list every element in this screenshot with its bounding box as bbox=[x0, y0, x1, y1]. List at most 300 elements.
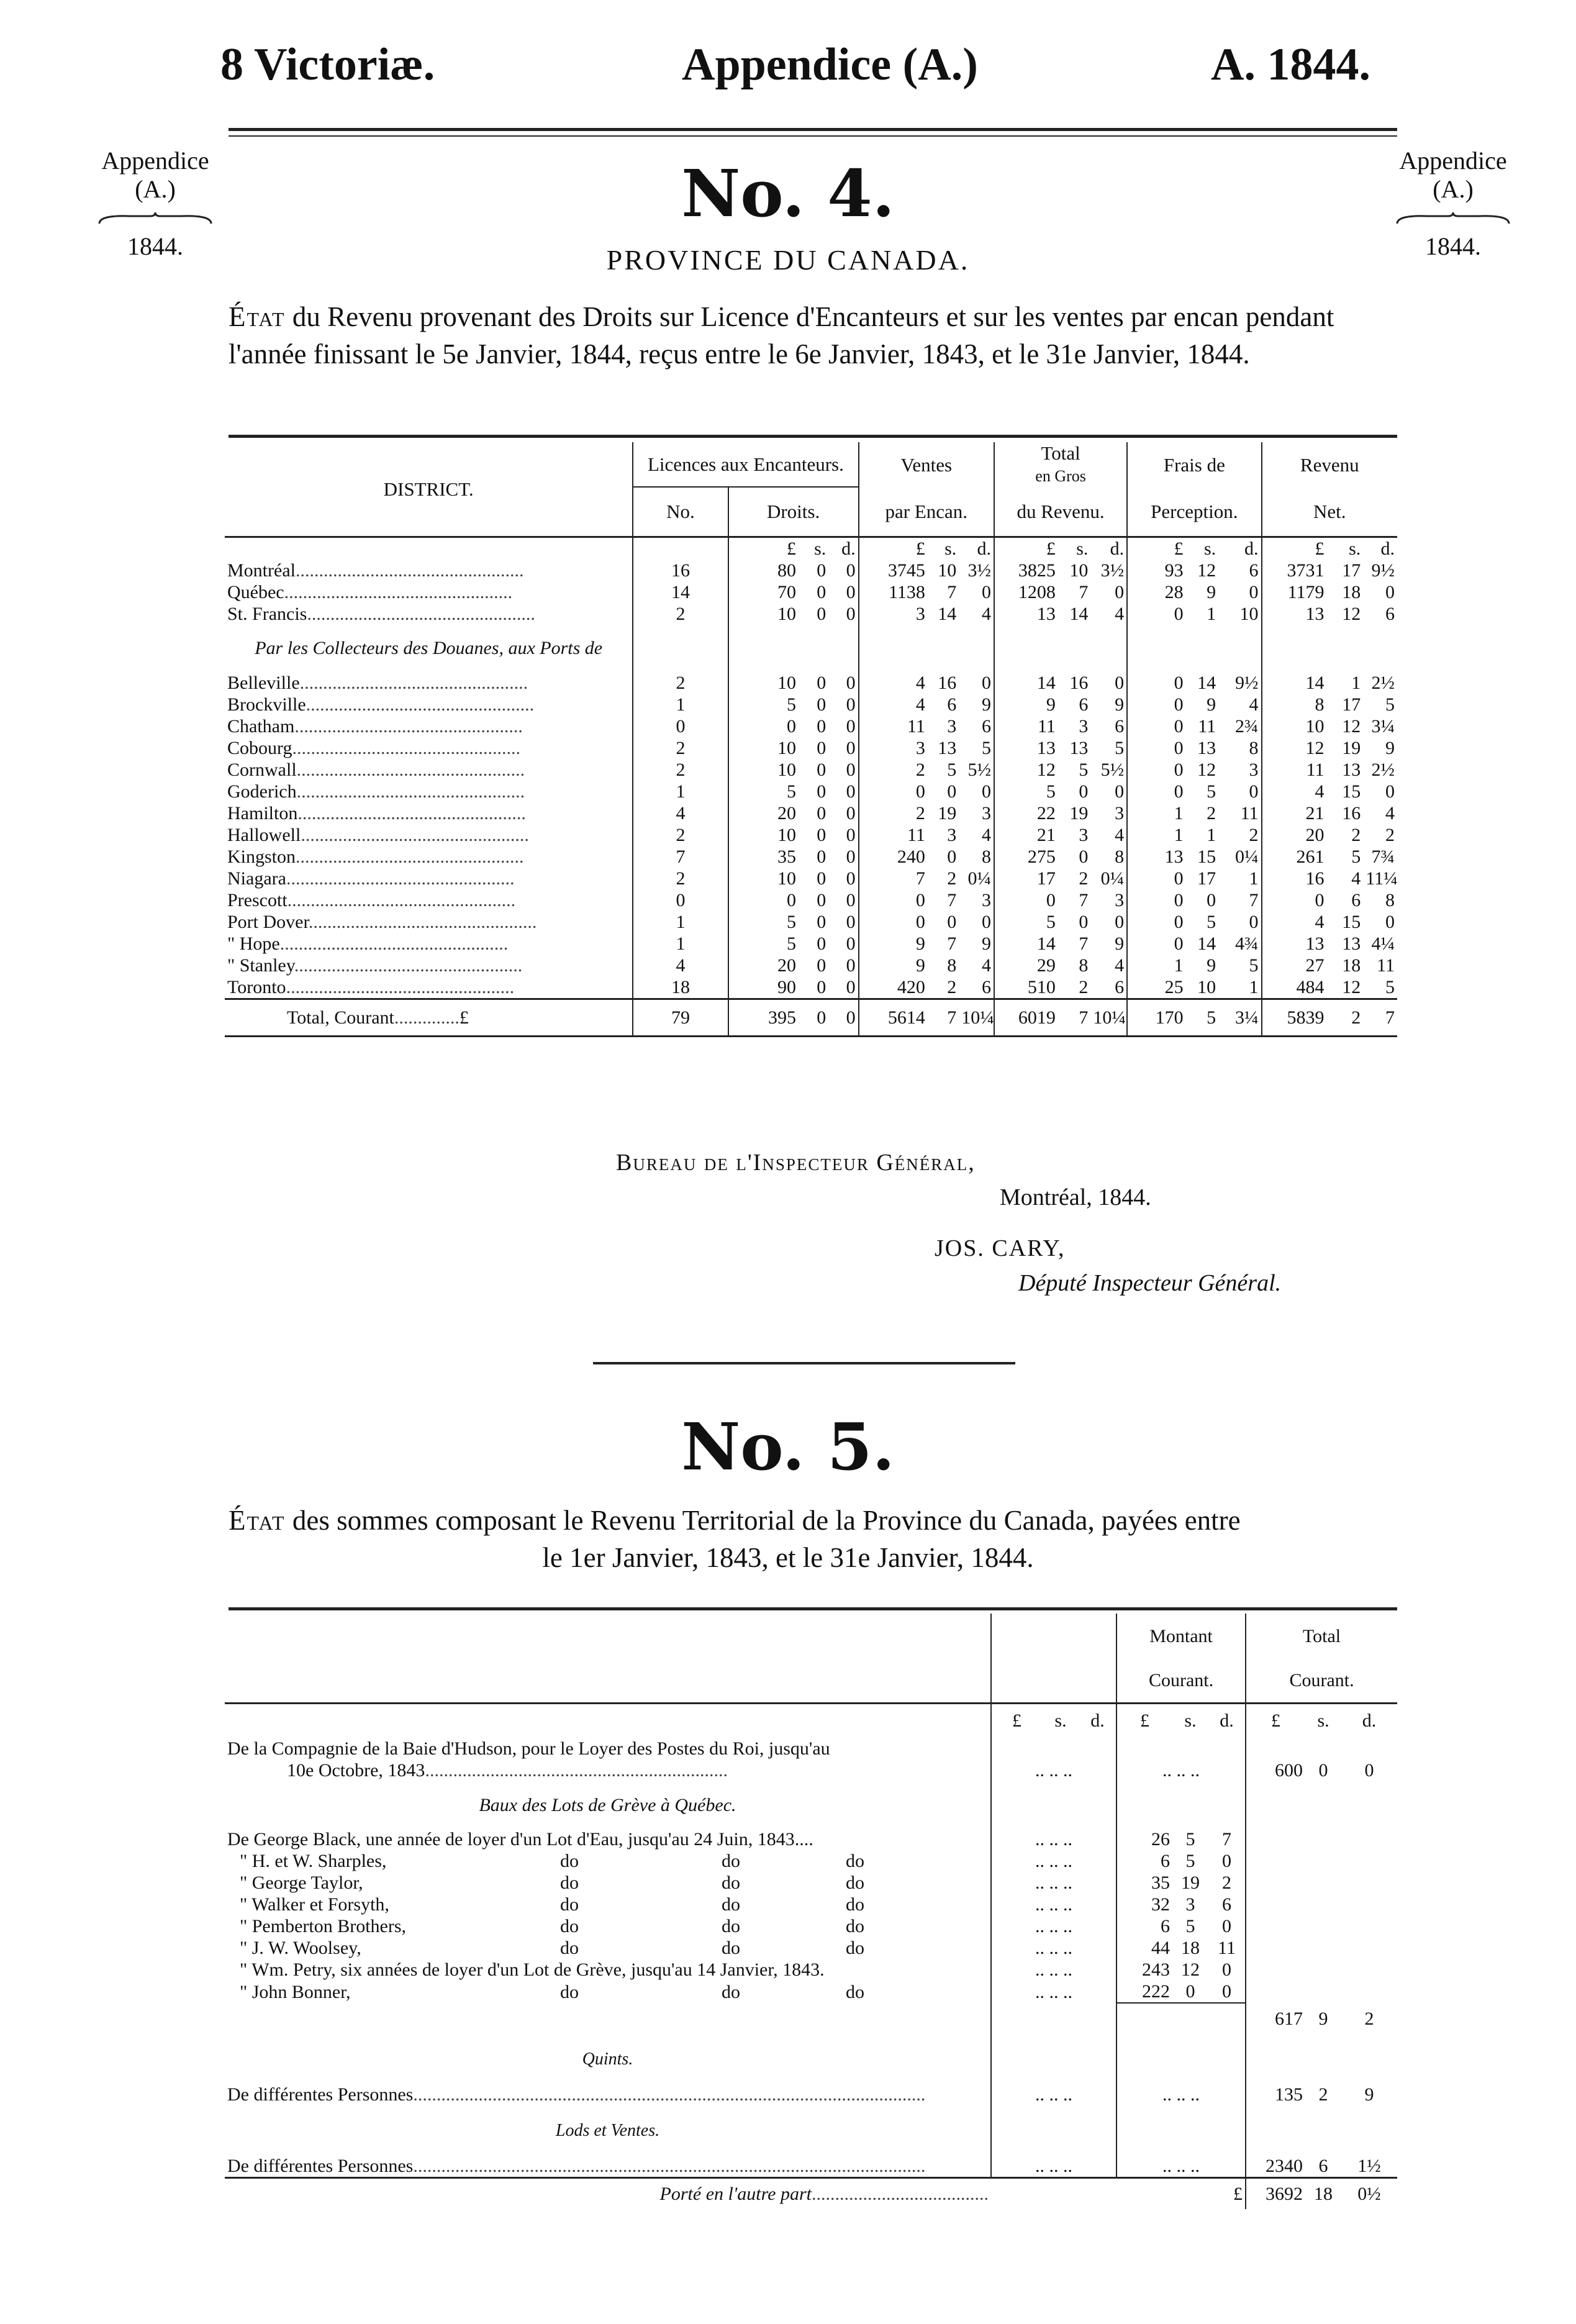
hudson-line-2-cell: 10e Octobre, 1843................................................................. bbox=[287, 1760, 728, 1781]
frais-d: 5 bbox=[1249, 955, 1259, 976]
blank-marks: .. .. .. bbox=[991, 1937, 1116, 1959]
droits-pound: 5 bbox=[728, 781, 799, 802]
frais-d: 0 bbox=[1249, 581, 1259, 602]
frais-pound: 0 bbox=[1127, 603, 1186, 625]
total-label-cell: Total, Courant..............£ bbox=[225, 999, 633, 1036]
ventes-pound: 4 bbox=[859, 694, 928, 715]
col-frais-2: Perception. bbox=[1127, 487, 1261, 537]
total-s: 5 bbox=[1079, 759, 1089, 780]
total-net-d: 7 bbox=[1363, 999, 1397, 1036]
montant-pound: 32 bbox=[1116, 1894, 1172, 1915]
droits-d: 0 bbox=[846, 715, 856, 737]
ditto-mark: do bbox=[846, 1938, 864, 1958]
licence-count: 16 bbox=[633, 560, 728, 581]
licence-count: 14 bbox=[633, 581, 728, 603]
frais-s: 12 bbox=[1197, 759, 1216, 780]
ventes-d: 5½ bbox=[967, 759, 991, 780]
col-droits: Droits. bbox=[728, 487, 859, 537]
total-total-d: 10¼ bbox=[1090, 999, 1127, 1036]
ventes-d: 3½ bbox=[967, 560, 991, 581]
ditto-mark: do bbox=[846, 1851, 864, 1871]
licence-count: 2 bbox=[633, 824, 728, 846]
total-pound: 11 bbox=[994, 715, 1058, 737]
table-row bbox=[225, 955, 1397, 976]
district-cell: Belleville................................................. bbox=[227, 672, 528, 693]
d-label: d. bbox=[959, 537, 994, 560]
droits-s: 0 bbox=[817, 802, 826, 824]
droits-pound: 10 bbox=[728, 603, 799, 625]
frais-d: 3 bbox=[1249, 759, 1259, 780]
net-s: 17 bbox=[1342, 694, 1361, 715]
net-pound: 4 bbox=[1262, 911, 1327, 933]
net-pound: 20 bbox=[1262, 824, 1327, 846]
ventes-s: 6 bbox=[947, 694, 957, 715]
pound-label: £ bbox=[728, 537, 799, 560]
droits-s: 0 bbox=[817, 846, 826, 867]
district-name: Chatham bbox=[227, 715, 295, 737]
total-d: 3 bbox=[1115, 802, 1125, 824]
droits-d: 0 bbox=[846, 889, 856, 910]
ditto-mark: do bbox=[560, 1894, 579, 1915]
licence-count: 4 bbox=[633, 802, 728, 824]
section-collecteurs: Par les Collecteurs des Douanes, aux Ports de bbox=[255, 637, 603, 658]
ventes-pound: 3745 bbox=[859, 560, 928, 581]
ditto-mark: do bbox=[722, 1981, 740, 2002]
frais-d: 4¾ bbox=[1235, 933, 1259, 954]
net-s: 18 bbox=[1342, 581, 1361, 602]
ventes-pound: 1138 bbox=[859, 581, 928, 603]
frais-pound: 1 bbox=[1127, 824, 1186, 846]
revenue-table-no4 bbox=[225, 442, 1397, 1037]
district-name: Belleville bbox=[227, 672, 300, 693]
total-d: 4 bbox=[1115, 824, 1125, 845]
frais-s: 12 bbox=[1197, 560, 1216, 581]
ventes-d: 4 bbox=[981, 824, 991, 845]
montant-s: 12 bbox=[1181, 1959, 1200, 1980]
table-row bbox=[225, 933, 1397, 955]
total-s: 3 bbox=[1079, 824, 1089, 845]
lods-label-cell: De différentes Personnes.............................................................................................................. bbox=[227, 2156, 926, 2176]
col-ventes-2: par Encan. bbox=[859, 487, 994, 537]
licence-count: 2 bbox=[633, 672, 728, 694]
porte-d: 0½ bbox=[1341, 2178, 1397, 2209]
header-rule bbox=[229, 128, 1397, 131]
frais-d: 11 bbox=[1240, 802, 1259, 824]
table-row bbox=[225, 911, 1397, 933]
revenue-table-no5 bbox=[225, 1614, 1397, 2209]
net-d: 0 bbox=[1385, 581, 1395, 602]
ventes-pound: 4 bbox=[859, 672, 928, 694]
total-pound: 21 bbox=[994, 824, 1058, 846]
margin-right-title: Appendice bbox=[1399, 147, 1507, 175]
ventes-d: 3 bbox=[981, 889, 991, 910]
district-name: Niagara bbox=[227, 868, 286, 889]
col-ventes-1: Ventes bbox=[859, 442, 994, 487]
district-cell: Québec................................................. bbox=[227, 581, 513, 602]
montant-d: 2 bbox=[1222, 1872, 1232, 1893]
table-row bbox=[225, 603, 1397, 625]
ventes-d: 5 bbox=[981, 737, 991, 758]
licence-count: 2 bbox=[633, 868, 728, 889]
col-licences: Licences aux Encanteurs. bbox=[633, 442, 858, 487]
frais-s: 9 bbox=[1207, 581, 1216, 602]
total-s: 10 bbox=[1069, 560, 1089, 581]
district-name: Québec bbox=[227, 581, 284, 602]
total-d: 3 bbox=[1115, 889, 1125, 910]
ventes-d: 0 bbox=[981, 781, 991, 802]
margin-right-year: 1844. bbox=[1425, 232, 1481, 260]
montant-d: 0 bbox=[1222, 1916, 1232, 1936]
etat-word: État bbox=[229, 1505, 286, 1536]
net-d: 8 bbox=[1385, 889, 1395, 910]
ventes-s: 19 bbox=[938, 802, 957, 824]
net-pound: 4 bbox=[1262, 781, 1327, 802]
droits-s: 0 bbox=[817, 976, 826, 997]
district-cell: Prescott................................................. bbox=[227, 889, 516, 910]
droits-s: 0 bbox=[817, 889, 826, 910]
ventes-s: 14 bbox=[938, 603, 957, 624]
ventes-pound: 0 bbox=[859, 781, 928, 802]
montant-s: 3 bbox=[1185, 1894, 1195, 1915]
droits-pound: 80 bbox=[728, 560, 799, 581]
frais-pound: 0 bbox=[1127, 781, 1186, 802]
ditto-mark: do bbox=[560, 1851, 579, 1871]
baux-total-row bbox=[225, 2003, 1397, 2034]
ditto-mark: do bbox=[846, 1872, 864, 1893]
baux-total-d: 2 bbox=[1364, 2008, 1374, 2029]
licence-count: 18 bbox=[633, 976, 728, 999]
montant-s: 0 bbox=[1172, 1981, 1208, 2003]
total-pound: 5 bbox=[994, 781, 1058, 802]
district-cell: St. Francis................................................. bbox=[227, 603, 535, 624]
total-pound: 12 bbox=[994, 759, 1058, 781]
d-label: d. bbox=[828, 537, 858, 560]
total-ventes-d: 10¼ bbox=[959, 999, 994, 1036]
section-number-4: No. 4. bbox=[681, 155, 895, 232]
total-pound: 29 bbox=[994, 955, 1058, 976]
blank-marks: .. .. .. bbox=[991, 1959, 1116, 1981]
col-district: DISTRICT. bbox=[383, 478, 474, 500]
total-frais-d: 3¼ bbox=[1218, 999, 1261, 1036]
droits-d: 0 bbox=[846, 581, 856, 602]
quints-s: 2 bbox=[1318, 2084, 1328, 2105]
net-pound: 10 bbox=[1262, 715, 1327, 737]
pound-label: £ bbox=[1127, 537, 1186, 560]
s-label: s. bbox=[1058, 537, 1091, 560]
ventes-s: 5 bbox=[947, 759, 957, 780]
ventes-pound: 0 bbox=[859, 889, 928, 911]
total-s: 2 bbox=[1079, 976, 1089, 997]
net-s: 12 bbox=[1342, 976, 1361, 997]
montant-pound: 6 bbox=[1116, 1915, 1172, 1937]
d-label: d. bbox=[1208, 1703, 1246, 1738]
table-row bbox=[225, 868, 1397, 889]
frais-d: 1 bbox=[1249, 976, 1259, 997]
net-pound: 14 bbox=[1262, 672, 1327, 694]
net-d: 4¼ bbox=[1371, 933, 1395, 954]
frais-d: 2 bbox=[1249, 824, 1259, 845]
blank-marks: .. .. .. bbox=[991, 2084, 1116, 2105]
table-row bbox=[225, 846, 1397, 868]
baux-row bbox=[225, 1981, 1397, 2003]
total-s: 7 bbox=[1079, 933, 1089, 954]
table-row bbox=[225, 672, 1397, 694]
ventes-s: 8 bbox=[947, 955, 957, 976]
ventes-pound: 2 bbox=[859, 802, 928, 824]
frais-pound: 0 bbox=[1127, 694, 1186, 715]
droits-s: 0 bbox=[817, 759, 826, 780]
pound-label: £ bbox=[994, 537, 1058, 560]
district-name: Hamilton bbox=[227, 802, 298, 824]
net-pound: 1179 bbox=[1262, 581, 1327, 603]
baux-total-pound: 617 bbox=[1246, 2003, 1305, 2034]
frais-s: 0 bbox=[1207, 889, 1216, 910]
frais-s: 9 bbox=[1207, 694, 1216, 715]
net-s: 19 bbox=[1342, 737, 1361, 758]
total-d: 5½ bbox=[1100, 759, 1125, 780]
ditto-mark: do bbox=[722, 1851, 740, 1871]
total-s: 0 bbox=[1079, 911, 1089, 932]
ventes-pound: 2 bbox=[859, 759, 928, 781]
licence-count: 7 bbox=[633, 846, 728, 868]
porte-label: Porté en l'autre part bbox=[659, 2183, 812, 2204]
district-name: " Hope bbox=[227, 933, 280, 954]
baux-label: " H. et W. Sharples, bbox=[240, 1851, 387, 1871]
total-pound: 0 bbox=[994, 889, 1058, 911]
baux-label: " John Bonner, bbox=[240, 1981, 351, 2002]
frais-pound: 0 bbox=[1127, 889, 1186, 911]
margin-left-year: 1844. bbox=[127, 232, 183, 260]
total-total-s: 7 bbox=[1058, 999, 1091, 1036]
frais-pound: 0 bbox=[1127, 911, 1186, 933]
ditto-mark: do bbox=[846, 1894, 864, 1915]
place-date: Montréal, 1844. bbox=[1000, 1184, 1151, 1210]
signatory: JOS. CARY, bbox=[935, 1235, 1066, 1261]
quints-pound: 135 bbox=[1246, 2084, 1305, 2105]
total-d: 0 bbox=[1115, 911, 1125, 932]
frais-pound: 0 bbox=[1127, 715, 1186, 737]
district-cell: Chatham................................................. bbox=[227, 715, 523, 737]
droits-pound: 10 bbox=[728, 759, 799, 781]
frais-d: 0 bbox=[1249, 911, 1259, 932]
total-currency: £ bbox=[459, 1007, 469, 1028]
header-left: 8 Victoriæ. bbox=[220, 39, 435, 90]
montant-pound: 243 bbox=[1116, 1959, 1172, 1981]
montant-d: 0 bbox=[1222, 1851, 1232, 1871]
net-d: 3¼ bbox=[1371, 715, 1395, 737]
table2-top-rule bbox=[229, 1607, 1397, 1610]
baux-row bbox=[225, 1959, 1397, 1981]
total-droits-pound: 395 bbox=[728, 999, 799, 1036]
montant-s: 18 bbox=[1181, 1938, 1200, 1958]
ventes-d: 8 bbox=[981, 846, 991, 867]
total-s: 8 bbox=[1079, 955, 1089, 976]
margin-right-sub: (A.) bbox=[1433, 175, 1474, 203]
net-pound: 484 bbox=[1262, 976, 1327, 999]
frais-s: 2 bbox=[1207, 802, 1216, 824]
blank-marks: .. .. .. bbox=[991, 2155, 1116, 2178]
d-label: d. bbox=[1079, 1703, 1116, 1738]
montant-d: 6 bbox=[1222, 1894, 1232, 1915]
lods-d: 1½ bbox=[1357, 2156, 1381, 2176]
total-s: 19 bbox=[1069, 802, 1089, 824]
droits-s: 0 bbox=[817, 911, 826, 932]
ditto-mark: do bbox=[722, 1916, 740, 1936]
net-d: 2½ bbox=[1371, 672, 1395, 693]
baux-row bbox=[225, 1915, 1397, 1937]
total-pound: 14 bbox=[994, 933, 1058, 955]
hudson-d: 0 bbox=[1364, 1760, 1374, 1781]
net-s: 6 bbox=[1351, 889, 1361, 910]
district-name: Port Dover bbox=[227, 911, 309, 932]
total-pound: 14 bbox=[994, 672, 1058, 694]
quints-d: 9 bbox=[1364, 2084, 1374, 2105]
district-name: Hallowell bbox=[227, 824, 301, 845]
district-cell: Hallowell................................................. bbox=[227, 824, 529, 845]
baux-label-cell bbox=[225, 1937, 991, 1959]
ventes-pound: 11 bbox=[859, 824, 928, 846]
net-d: 11¼ bbox=[1365, 868, 1398, 889]
hudson-line-2: 10e Octobre, 1843 bbox=[287, 1760, 425, 1781]
lods-heading: Lods et Ventes. bbox=[555, 2120, 660, 2140]
quints-label: De différentes Personnes bbox=[227, 2084, 414, 2105]
net-pound: 0 bbox=[1262, 889, 1327, 911]
baux-heading: Baux des Lots de Grève à Québec. bbox=[479, 1794, 736, 1815]
district-cell: Hamilton................................................. bbox=[227, 802, 526, 824]
ventes-s: 7 bbox=[947, 581, 957, 602]
montant-pound: 6 bbox=[1116, 1850, 1172, 1872]
net-pound: 13 bbox=[1262, 933, 1327, 955]
net-d: 6 bbox=[1385, 603, 1395, 624]
frais-s: 14 bbox=[1197, 933, 1216, 954]
s-label: s. bbox=[1305, 1703, 1341, 1738]
droits-pound: 5 bbox=[728, 911, 799, 933]
droits-d: 0 bbox=[846, 802, 856, 824]
baux-label-cell bbox=[225, 1981, 991, 2003]
pound-label: £ bbox=[859, 537, 928, 560]
frais-pound: 0 bbox=[1127, 868, 1186, 889]
baux-label-cell bbox=[225, 1828, 991, 1850]
droits-pound: 5 bbox=[728, 694, 799, 715]
net-s: 12 bbox=[1342, 603, 1361, 624]
district-name: " Stanley bbox=[227, 955, 294, 976]
hudson-pound: 600 bbox=[1246, 1759, 1305, 1781]
net-d: 9½ bbox=[1371, 560, 1395, 581]
licence-count: 2 bbox=[633, 603, 728, 625]
lods-row bbox=[225, 2155, 1397, 2178]
droits-s: 0 bbox=[817, 933, 826, 954]
total-s: 2 bbox=[1079, 868, 1089, 889]
currency-row bbox=[225, 537, 1397, 560]
quints-label-cell: De différentes Personnes.............................................................................................................. bbox=[227, 2084, 926, 2105]
baux-label-cell bbox=[225, 1959, 991, 1981]
table-row bbox=[225, 802, 1397, 824]
net-pound: 3731 bbox=[1262, 560, 1327, 581]
lods-pound: 2340 bbox=[1246, 2155, 1305, 2178]
baux-label: " Wm. Petry, six années de loyer d'un Lot de Grève, jusqu'au 14 Janvier, 1843. bbox=[240, 1959, 825, 1980]
table-row bbox=[225, 581, 1397, 603]
droits-pound: 20 bbox=[728, 955, 799, 976]
net-s: 12 bbox=[1342, 715, 1361, 737]
ditto-mark: do bbox=[560, 1981, 579, 2002]
frais-pound: 25 bbox=[1127, 976, 1186, 999]
droits-d: 0 bbox=[846, 824, 856, 845]
frais-d: 6 bbox=[1249, 560, 1259, 581]
droits-pound: 35 bbox=[728, 846, 799, 868]
d-label: d. bbox=[1341, 1703, 1397, 1738]
montant-s: 19 bbox=[1181, 1872, 1200, 1893]
total-frais-pound: 170 bbox=[1127, 999, 1186, 1036]
montant-pound: 44 bbox=[1116, 1937, 1172, 1959]
ventes-s: 10 bbox=[938, 560, 957, 581]
net-d: 2 bbox=[1385, 824, 1395, 845]
total-d: 3½ bbox=[1100, 560, 1125, 581]
frais-s: 14 bbox=[1197, 672, 1216, 693]
baux-label-cell bbox=[225, 1915, 991, 1937]
frais-s: 5 bbox=[1207, 911, 1216, 932]
frais-s: 15 bbox=[1197, 846, 1216, 867]
district-name: Cornwall bbox=[227, 759, 297, 780]
montant-pound: 26 bbox=[1116, 1828, 1172, 1850]
net-s: 13 bbox=[1342, 759, 1361, 780]
district-cell: " Stanley................................................. bbox=[227, 955, 523, 976]
total-ventes-pound: 5614 bbox=[859, 999, 928, 1036]
total-row bbox=[225, 999, 1397, 1036]
frais-s: 10 bbox=[1197, 976, 1216, 997]
blank-marks: .. .. .. bbox=[991, 1850, 1116, 1872]
col-total-2: en Gros bbox=[1035, 467, 1086, 485]
droits-pound: 0 bbox=[728, 889, 799, 911]
droits-s: 0 bbox=[817, 672, 826, 693]
frais-d: 8 bbox=[1249, 737, 1259, 758]
droits-d: 0 bbox=[846, 737, 856, 758]
net-pound: 261 bbox=[1262, 846, 1327, 868]
baux-label: " Pemberton Brothers, bbox=[240, 1916, 407, 1936]
baux-body bbox=[225, 1828, 1397, 2003]
baux-label: " Walker et Forsyth, bbox=[240, 1894, 389, 1915]
net-pound: 11 bbox=[1262, 759, 1327, 781]
net-d: 0 bbox=[1385, 911, 1395, 932]
frais-pound: 0 bbox=[1127, 933, 1186, 955]
droits-s: 0 bbox=[817, 781, 826, 802]
ventes-s: 7 bbox=[947, 889, 957, 910]
ditto-mark: do bbox=[722, 1938, 740, 1958]
net-s: 15 bbox=[1342, 911, 1361, 932]
total-label: Total, Courant bbox=[287, 1007, 394, 1028]
district-name: Montréal bbox=[227, 560, 296, 581]
col-no: No. bbox=[633, 487, 728, 537]
ventes-pound: 420 bbox=[859, 976, 928, 999]
total-pound: 13 bbox=[994, 737, 1058, 759]
droits-d: 0 bbox=[846, 759, 856, 780]
net-d: 0 bbox=[1385, 781, 1395, 802]
district-cell: Kingston................................................. bbox=[227, 846, 524, 867]
total-d: 4 bbox=[1115, 603, 1125, 624]
district-cell: Goderich................................................. bbox=[227, 781, 525, 802]
frais-pound: 93 bbox=[1127, 560, 1186, 581]
district-name: St. Francis bbox=[227, 603, 307, 624]
s-label: s. bbox=[928, 537, 959, 560]
baux-row bbox=[225, 1872, 1397, 1894]
total-s: 3 bbox=[1079, 715, 1089, 737]
baux-label-cell bbox=[225, 1872, 991, 1894]
total-d: 0 bbox=[1115, 672, 1125, 693]
total-s: 6 bbox=[1079, 694, 1089, 715]
table-row bbox=[225, 824, 1397, 846]
baux-row bbox=[225, 1828, 1397, 1850]
frais-s: 13 bbox=[1197, 737, 1216, 758]
table-row bbox=[225, 737, 1397, 759]
